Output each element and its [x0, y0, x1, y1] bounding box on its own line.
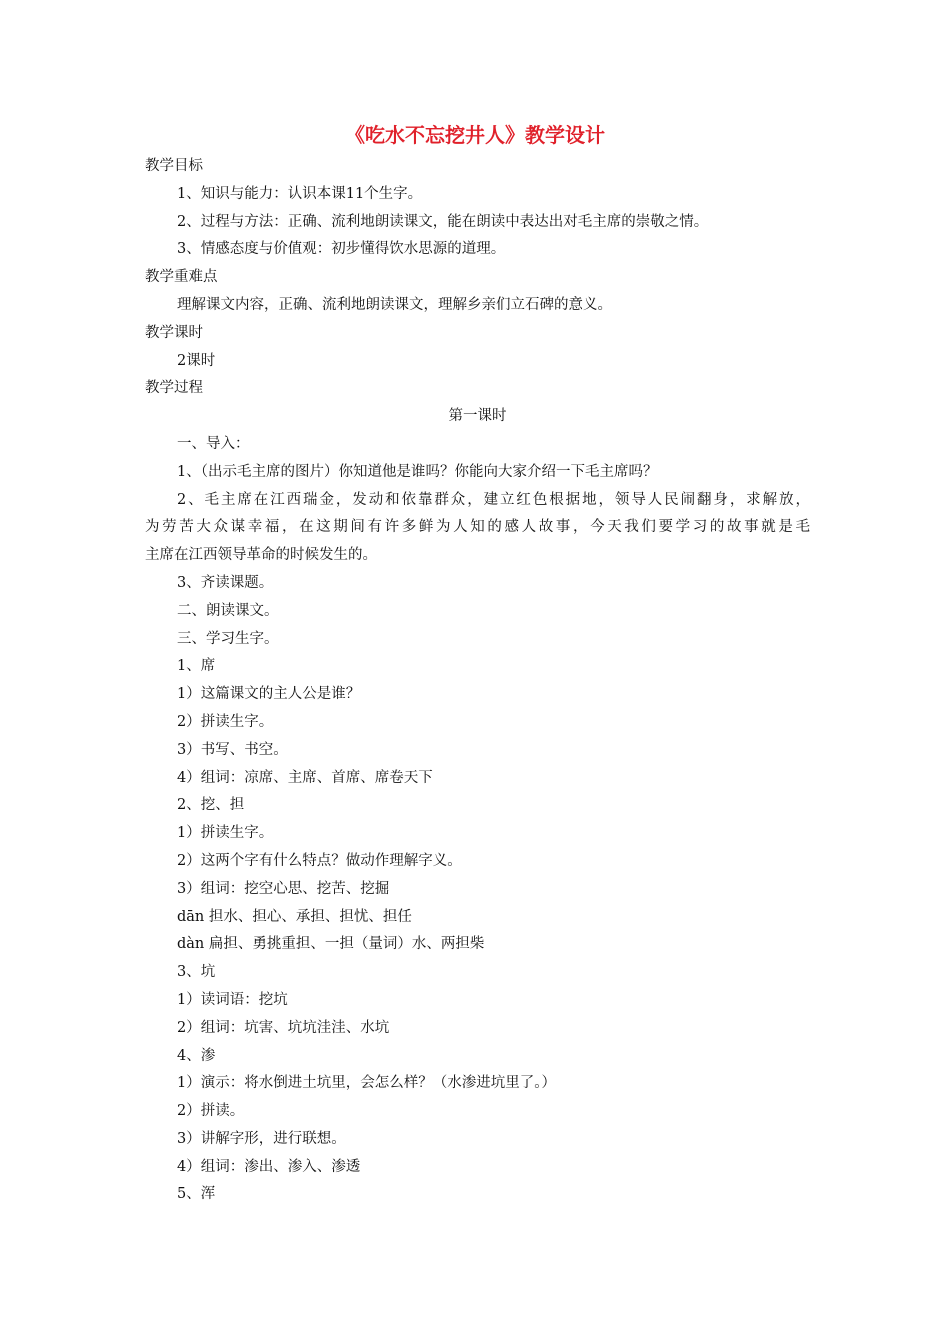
paragraph-line: 3、齐读课题。	[177, 574, 274, 591]
paragraph-line: 2、过程与方法：正确、流利地朗读课文，能在朗读中表达出对毛主席的崇敬之情。	[177, 213, 709, 230]
paragraph-line: 1、席	[177, 658, 216, 675]
paragraph-line: 5、浑	[177, 1186, 216, 1203]
paragraph-line: 2、毛主席在江西瑞金，发动和依靠群众，建立红色根据地，领导人民闹翻身，求解放，	[177, 491, 810, 508]
paragraph-line: dàn 扁担、勇挑重担、一担（量词）水、两担柴	[177, 936, 485, 953]
paragraph-line: 4、渗	[177, 1047, 216, 1064]
paragraph-line: 4）组词：凉席、主席、首席、席卷天下	[177, 769, 433, 786]
paragraph-line: 3）组词：挖空心思、挖苦、挖掘	[177, 880, 390, 897]
lesson-subheading: 第一课时	[448, 408, 507, 425]
paragraph-line: 4）组词：渗出、渗入、渗透	[177, 1158, 361, 1175]
paragraph-line: 一、导入：	[177, 435, 250, 452]
paragraph-line: 三、学习生字。	[177, 630, 279, 647]
paragraph-line: 理解课文内容，正确、流利地朗读课文，理解乡亲们立石碑的意义。	[177, 296, 612, 313]
paragraph-line: 3、坑	[177, 964, 216, 981]
paragraph-line: 为劳苦大众谋幸福，在这期间有许多鲜为人知的感人故事，今天我们要学习的故事就是毛	[145, 519, 810, 536]
paragraph-line: 1）这篇课文的主人公是谁？	[177, 686, 361, 703]
document-body	[145, 153, 810, 1209]
section-heading: 主席在江西领导革命的时候发生的。	[145, 547, 377, 564]
paragraph-line: 1、（出示毛主席的图片）你知道他是谁吗？你能向大家介绍一下毛主席吗？	[177, 463, 658, 480]
paragraph-line: 3、情感态度与价值观：初步懂得饮水思源的道理。	[177, 241, 506, 258]
document-title: 《吃水不忘挖井人》教学设计	[345, 123, 605, 147]
section-heading: 教学重难点	[145, 269, 218, 286]
paragraph-line: 1）读词语：挖坑	[177, 991, 288, 1008]
section-heading: 教学过程	[145, 380, 203, 397]
paragraph-line: 2课时	[177, 352, 216, 369]
paragraph-line: 二、朗读课文。	[177, 602, 279, 619]
paragraph-line: 1、知识与能力：认识本课11个生字。	[177, 185, 423, 202]
section-heading: 教学课时	[145, 324, 203, 341]
paragraph-line: 3）讲解字形，进行联想。	[177, 1130, 346, 1147]
paragraph-line: 2、挖、担	[177, 797, 245, 814]
paragraph-line: dān 担水、担心、承担、担忧、担任	[177, 908, 412, 925]
paragraph-line: 2）组词：坑害、坑坑洼洼、水坑	[177, 1019, 390, 1036]
section-heading: 教学目标	[145, 158, 203, 174]
paragraph-line: 2）拼读生字。	[177, 713, 274, 730]
paragraph-line: 2）拼读。	[177, 1103, 245, 1120]
paragraph-line: 2）这两个字有什么特点？做动作理解字义。	[177, 852, 462, 869]
paragraph-line: 1）演示：将水倒进土坑里，会怎么样？（水渗进坑里了。）	[177, 1075, 556, 1092]
paragraph-line: 1）拼读生字。	[177, 825, 274, 842]
paragraph-line: 3）书写、书空。	[177, 741, 288, 758]
